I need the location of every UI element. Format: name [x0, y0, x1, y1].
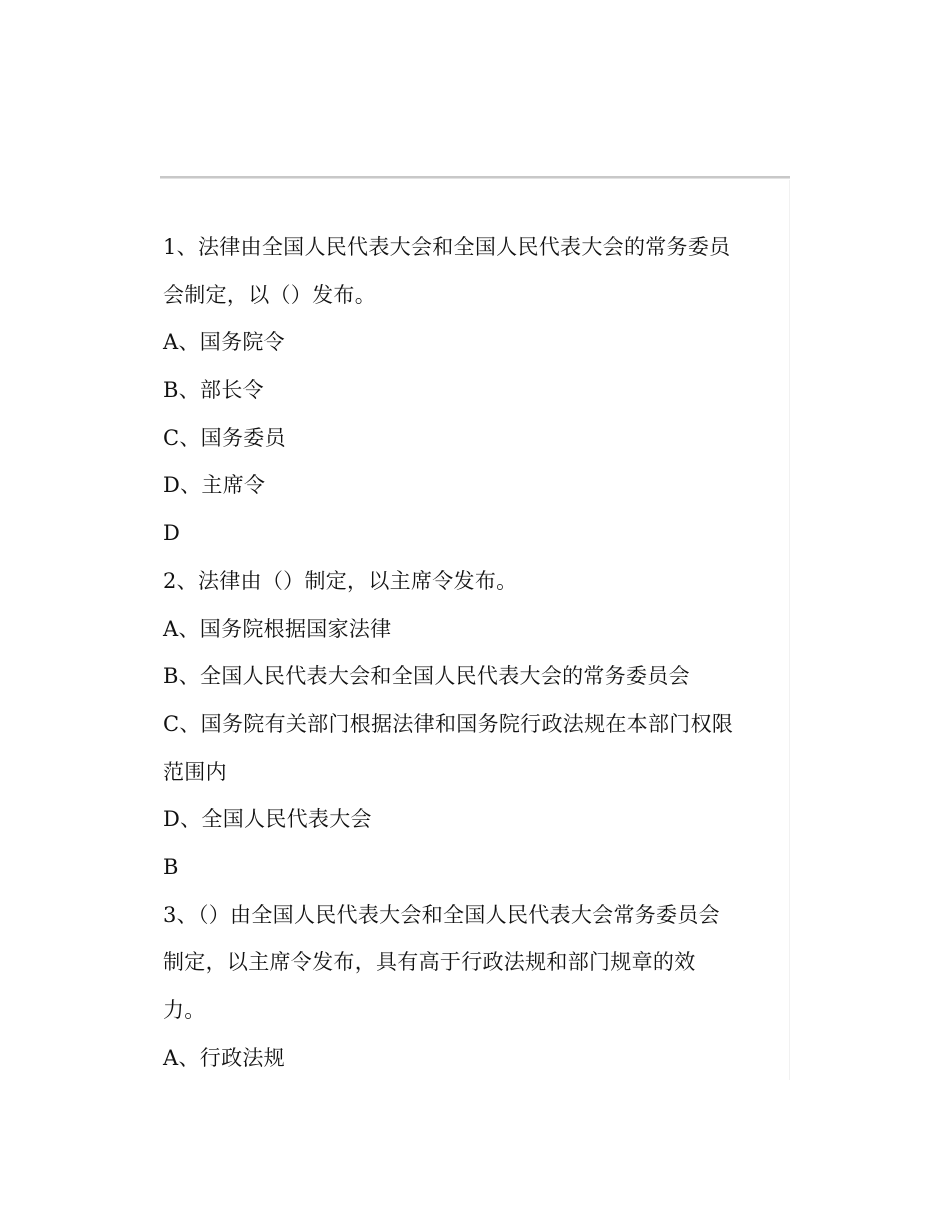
question-2-option-b: B、全国人民代表大会和全国人民代表大会的常务委员会 [163, 664, 690, 689]
question-3-text: 3、（）由全国人民代表大会和全国人民代表大会常务委员会 [163, 902, 720, 927]
question-1-answer: D [163, 521, 181, 546]
question-3-text-continued: 制定，以主席令发布，具有高于行政法规和部门规章的效 [163, 950, 696, 975]
question-1-option-c: C、国务委员 [163, 425, 286, 450]
question-2-text: 2、法律由（）制定，以主席令发布。 [163, 568, 518, 593]
question-2-option-a: A、国务院根据国家法律 [163, 616, 392, 641]
question-3-option-a: A、行政法规 [163, 1045, 285, 1070]
question-2-answer: B [163, 854, 179, 879]
page-edge-line [789, 180, 790, 1080]
question-1-option-d: D、主席令 [163, 473, 266, 498]
question-1-text-continued: 会制定，以（）发布。 [163, 282, 376, 307]
question-2-option-c: C、国务院有关部门根据法律和国务院行政法规在本部门权限 [163, 711, 734, 736]
question-1-option-a: A、国务院令 [163, 330, 285, 355]
question-2-option-c-continued: 范围内 [163, 759, 227, 784]
question-1-option-b: B、部长令 [163, 378, 264, 403]
question-3-text-end: 力。 [163, 998, 206, 1022]
question-1-text: 1、法律由全国人民代表大会和全国人民代表大会的常务委员 [163, 235, 731, 259]
question-content [163, 224, 783, 1082]
question-2-option-d: D、全国人民代表大会 [163, 807, 372, 832]
header-divider [160, 176, 790, 179]
